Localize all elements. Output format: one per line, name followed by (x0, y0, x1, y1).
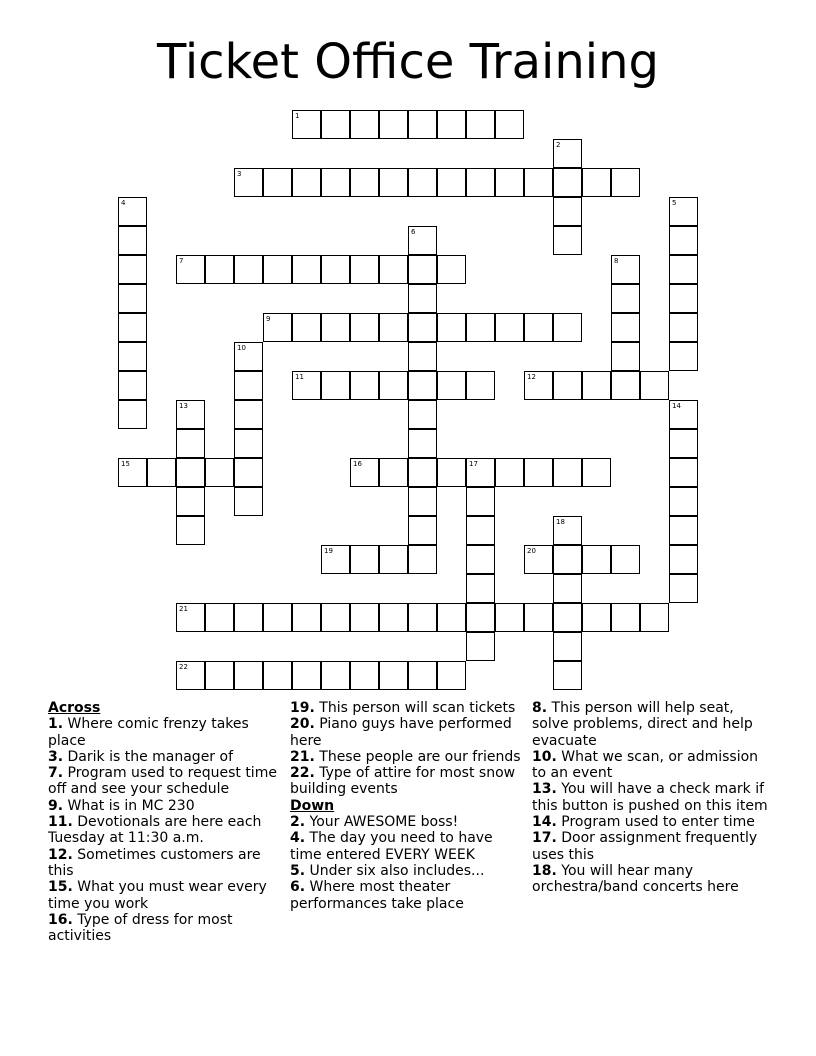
clue-number: 1. (48, 716, 64, 733)
clue-number: 17. (532, 830, 557, 847)
grid-cell[interactable] (350, 313, 379, 342)
grid-cell[interactable] (669, 458, 698, 487)
grid-cell[interactable] (176, 400, 205, 429)
grid-cell[interactable] (350, 371, 379, 400)
clue-text: Your AWESOME boss! (305, 814, 459, 831)
grid-cell[interactable] (379, 110, 408, 139)
cell-number: 2 (556, 141, 561, 149)
grid-cell[interactable] (466, 110, 495, 139)
across-clue (48, 912, 283, 945)
grid-cell[interactable] (118, 255, 147, 284)
grid-cell[interactable] (292, 313, 321, 342)
grid-cell[interactable] (408, 516, 437, 545)
grid-cell[interactable] (582, 168, 611, 197)
grid-cell[interactable] (611, 284, 640, 313)
grid-cell[interactable] (582, 545, 611, 574)
down-clue (532, 781, 772, 814)
grid-cell[interactable] (466, 313, 495, 342)
grid-cell[interactable] (350, 545, 379, 574)
grid-cell[interactable] (553, 661, 582, 690)
clue-number: 14. (532, 814, 557, 831)
clue-text: These people are our friends (314, 748, 521, 765)
grid-cell[interactable] (321, 371, 350, 400)
grid-cell[interactable] (234, 255, 263, 284)
grid-cell[interactable] (553, 226, 582, 255)
grid-cell[interactable] (408, 255, 437, 284)
grid-cell[interactable] (205, 255, 234, 284)
grid-cell[interactable] (669, 255, 698, 284)
across-clue (48, 814, 283, 847)
grid-cell[interactable] (408, 429, 437, 458)
clue-column-3 (532, 700, 772, 896)
grid-cell[interactable] (553, 197, 582, 226)
grid-cell[interactable] (437, 371, 466, 400)
clue-text: Where comic frenzy takes place (48, 716, 249, 749)
cell-number: 6 (411, 228, 416, 236)
cell-number: 18 (556, 518, 565, 526)
grid-cell[interactable] (437, 661, 466, 690)
grid-cell[interactable] (350, 110, 379, 139)
grid-cell[interactable] (669, 313, 698, 342)
clue-number: 2. (290, 814, 306, 831)
grid-cell[interactable] (437, 168, 466, 197)
grid-cell[interactable] (234, 168, 263, 197)
grid-cell[interactable] (466, 545, 495, 574)
clue-text: Sometimes customers are this (48, 846, 261, 879)
grid-cell[interactable] (118, 371, 147, 400)
clue-number: 10. (532, 748, 557, 765)
grid-cell[interactable] (640, 603, 669, 632)
grid-cell[interactable] (234, 400, 263, 429)
grid-cell[interactable] (350, 603, 379, 632)
clue-number: 20. (290, 716, 315, 733)
grid-cell[interactable] (350, 255, 379, 284)
cell-number: 17 (469, 460, 478, 468)
grid-cell[interactable] (466, 516, 495, 545)
grid-cell[interactable] (553, 603, 582, 632)
clue-number: 16. (48, 911, 73, 928)
grid-cell[interactable] (205, 661, 234, 690)
grid-cell[interactable] (669, 197, 698, 226)
grid-cell[interactable] (292, 168, 321, 197)
grid-cell[interactable] (379, 168, 408, 197)
grid-cell[interactable] (234, 603, 263, 632)
grid-cell[interactable] (263, 168, 292, 197)
grid-cell[interactable] (640, 371, 669, 400)
grid-cell[interactable] (669, 429, 698, 458)
grid-cell[interactable] (437, 110, 466, 139)
grid-cell[interactable] (408, 458, 437, 487)
grid-cell[interactable] (466, 487, 495, 516)
grid-cell[interactable] (321, 255, 350, 284)
cell-number: 10 (237, 344, 246, 352)
grid-cell[interactable] (611, 545, 640, 574)
grid-cell[interactable] (118, 313, 147, 342)
clue-text: What we scan, or admission to an event (532, 748, 759, 782)
across-heading: Across (48, 700, 101, 716)
grid-cell[interactable] (524, 458, 553, 487)
grid-cell[interactable] (669, 545, 698, 574)
grid-cell[interactable] (176, 516, 205, 545)
page-title: Ticket Office Training (156, 34, 660, 90)
grid-cell[interactable] (321, 313, 350, 342)
grid-cell[interactable] (408, 284, 437, 313)
grid-cell[interactable] (118, 197, 147, 226)
grid-cell[interactable] (495, 603, 524, 632)
grid-cell[interactable] (524, 168, 553, 197)
grid-cell[interactable] (321, 110, 350, 139)
grid-cell[interactable] (176, 429, 205, 458)
clue-text: Piano guys have performed here (290, 716, 512, 749)
cell-number: 15 (121, 460, 130, 468)
cell-number: 4 (121, 199, 126, 207)
down-clue (532, 700, 772, 749)
clue-number: 6. (290, 879, 306, 896)
clue-number: 19. (290, 700, 315, 716)
cell-number: 19 (324, 547, 333, 555)
grid-cell[interactable] (234, 661, 263, 690)
clue-number: 11. (48, 814, 73, 831)
grid-cell[interactable] (263, 603, 292, 632)
grid-cell[interactable] (408, 371, 437, 400)
grid-cell[interactable] (408, 545, 437, 574)
clue-text: What you must wear every time you work (48, 879, 267, 912)
grid-cell[interactable] (408, 313, 437, 342)
cell-number: 9 (266, 315, 271, 323)
grid-cell[interactable] (263, 313, 292, 342)
clue-number: 4. (290, 830, 306, 847)
grid-cell[interactable] (176, 255, 205, 284)
clue-text: Type of attire for most snow building events (290, 765, 516, 798)
grid-cell[interactable] (292, 255, 321, 284)
grid-cell[interactable] (379, 371, 408, 400)
cell-number: 3 (237, 170, 242, 178)
cell-number: 22 (179, 663, 188, 671)
grid-cell[interactable] (408, 487, 437, 516)
grid-cell[interactable] (553, 371, 582, 400)
grid-cell[interactable] (524, 545, 553, 574)
grid-cell[interactable] (466, 603, 495, 632)
grid-cell[interactable] (611, 313, 640, 342)
clue-number: 18. (532, 862, 557, 879)
clue-number: 22. (290, 765, 315, 782)
grid-cell[interactable] (669, 342, 698, 371)
grid-cell[interactable] (611, 371, 640, 400)
clue-text: Where most theater performances take place (290, 879, 464, 912)
grid-cell[interactable] (495, 313, 524, 342)
grid-cell[interactable] (669, 226, 698, 255)
grid-cell[interactable] (292, 371, 321, 400)
down-clue (290, 814, 525, 830)
clue-number: 15. (48, 879, 73, 896)
clue-number: 3. (48, 748, 64, 765)
down-heading: Down (290, 797, 335, 814)
down-clue (532, 814, 772, 830)
grid-cell[interactable] (379, 313, 408, 342)
grid-cell[interactable] (205, 603, 234, 632)
grid-cell[interactable] (466, 458, 495, 487)
clue-text: Under six also includes... (305, 862, 485, 879)
grid-cell[interactable] (408, 342, 437, 371)
grid-cell[interactable] (118, 458, 147, 487)
grid-cell[interactable] (437, 255, 466, 284)
grid-cell[interactable] (118, 400, 147, 429)
grid-cell[interactable] (495, 168, 524, 197)
grid-cell[interactable] (466, 632, 495, 661)
across-clue (48, 716, 283, 749)
clue-text: Door assignment frequently uses this (532, 830, 758, 863)
grid-cell[interactable] (437, 313, 466, 342)
down-clue (290, 830, 525, 863)
grid-cell[interactable] (553, 313, 582, 342)
grid-cell[interactable] (437, 458, 466, 487)
clue-text: Program used to request time off and see your schedule (48, 765, 277, 798)
grid-cell[interactable] (176, 487, 205, 516)
clue-column-1 (48, 700, 283, 944)
clue-text: You will have a check mark if this button is pushed on this item (532, 781, 768, 814)
grid-cell[interactable] (408, 110, 437, 139)
clue-number: 7. (48, 765, 64, 782)
grid-cell[interactable] (350, 661, 379, 690)
grid-cell[interactable] (611, 168, 640, 197)
grid-cell[interactable] (379, 661, 408, 690)
clue-number: 21. (290, 748, 315, 765)
grid-cell[interactable] (582, 603, 611, 632)
grid-cell[interactable] (466, 574, 495, 603)
cell-number: 14 (672, 402, 681, 410)
grid-cell[interactable] (408, 661, 437, 690)
grid-cell[interactable] (118, 284, 147, 313)
grid-cell[interactable] (669, 400, 698, 429)
clue-text: Darik is the manager of (63, 748, 234, 765)
clue-text: Type of dress for most activities (48, 911, 233, 945)
cell-number: 12 (527, 373, 536, 381)
grid-cell[interactable] (118, 226, 147, 255)
cell-number: 8 (614, 257, 619, 265)
grid-cell[interactable] (524, 603, 553, 632)
clue-number: 8. (532, 700, 548, 716)
grid-cell[interactable] (553, 516, 582, 545)
across-clue (48, 798, 283, 814)
grid-cell[interactable] (321, 168, 350, 197)
across-clue (290, 765, 525, 798)
clue-number: 12. (48, 846, 73, 863)
cell-number: 7 (179, 257, 184, 265)
grid-cell[interactable] (379, 603, 408, 632)
down-clue (290, 879, 525, 912)
grid-cell[interactable] (350, 168, 379, 197)
across-clue (48, 879, 283, 912)
grid-cell[interactable] (263, 661, 292, 690)
grid-cell[interactable] (611, 603, 640, 632)
grid-cell[interactable] (205, 458, 234, 487)
grid-cell[interactable] (147, 458, 176, 487)
clue-text: This person will help seat, solve problems, direct and help evacuate (532, 700, 753, 749)
grid-cell[interactable] (408, 168, 437, 197)
across-clue (48, 765, 283, 798)
down-clue (290, 863, 525, 879)
grid-cell[interactable] (524, 313, 553, 342)
clue-text: Program used to enter time (556, 814, 755, 831)
grid-cell[interactable] (408, 400, 437, 429)
cell-number: 20 (527, 547, 536, 555)
across-clue (48, 749, 283, 765)
clue-text: What is in MC 230 (63, 797, 195, 814)
grid-cell[interactable] (379, 458, 408, 487)
grid-cell[interactable] (321, 603, 350, 632)
grid-cell[interactable] (495, 458, 524, 487)
grid-cell[interactable] (292, 661, 321, 690)
clue-text: Devotionals are here each Tuesday at 11:30 a.m. (48, 814, 262, 847)
grid-cell[interactable] (176, 661, 205, 690)
across-clue (290, 716, 525, 749)
cell-number: 5 (672, 199, 677, 207)
grid-cell[interactable] (234, 429, 263, 458)
grid-cell[interactable] (234, 458, 263, 487)
clue-text: This person will scan tickets (314, 700, 516, 716)
grid-cell[interactable] (553, 168, 582, 197)
clue-text: The day you need to have time entered EVERY WEEK (290, 830, 493, 863)
grid-cell[interactable] (553, 632, 582, 661)
grid-cell[interactable] (234, 342, 263, 371)
grid-cell[interactable] (669, 516, 698, 545)
grid-cell[interactable] (379, 545, 408, 574)
grid-cell[interactable] (466, 168, 495, 197)
clue-number: 13. (532, 781, 557, 798)
grid-cell[interactable] (553, 545, 582, 574)
grid-cell[interactable] (495, 110, 524, 139)
cell-number: 13 (179, 402, 188, 410)
grid-cell[interactable] (292, 603, 321, 632)
grid-cell[interactable] (553, 574, 582, 603)
grid-cell[interactable] (669, 284, 698, 313)
cell-number: 21 (179, 605, 188, 613)
grid-cell[interactable] (234, 371, 263, 400)
grid-cell[interactable] (669, 574, 698, 603)
grid-cell[interactable] (176, 458, 205, 487)
grid-cell[interactable] (408, 603, 437, 632)
grid-cell[interactable] (350, 458, 379, 487)
grid-cell[interactable] (582, 371, 611, 400)
grid-cell[interactable] (611, 342, 640, 371)
grid-cell[interactable] (292, 110, 321, 139)
across-clue (290, 700, 525, 716)
grid-cell[interactable] (669, 487, 698, 516)
grid-cell[interactable] (118, 342, 147, 371)
cell-number: 1 (295, 112, 300, 120)
clue-number: 9. (48, 797, 64, 814)
grid-cell[interactable] (582, 458, 611, 487)
grid-cell[interactable] (379, 255, 408, 284)
cell-number: 11 (295, 373, 304, 381)
grid-cell[interactable] (408, 226, 437, 255)
down-clue (532, 863, 772, 896)
grid-cell[interactable] (553, 458, 582, 487)
grid-cell[interactable] (611, 255, 640, 284)
grid-cell[interactable] (437, 603, 466, 632)
clue-column-2 (290, 700, 525, 912)
across-clue (290, 749, 525, 765)
clue-text: You will hear many orchestra/band concerts here (532, 862, 739, 896)
down-clue (532, 830, 772, 863)
down-clue (532, 749, 772, 782)
grid-cell[interactable] (321, 661, 350, 690)
cell-number: 16 (353, 460, 362, 468)
grid-cell[interactable] (466, 371, 495, 400)
grid-cell[interactable] (234, 487, 263, 516)
grid-cell[interactable] (321, 545, 350, 574)
grid-cell[interactable] (263, 255, 292, 284)
grid-cell[interactable] (524, 371, 553, 400)
grid-cell[interactable] (553, 139, 582, 168)
clue-number: 5. (290, 862, 306, 879)
grid-cell[interactable] (176, 603, 205, 632)
across-clue (48, 847, 283, 880)
